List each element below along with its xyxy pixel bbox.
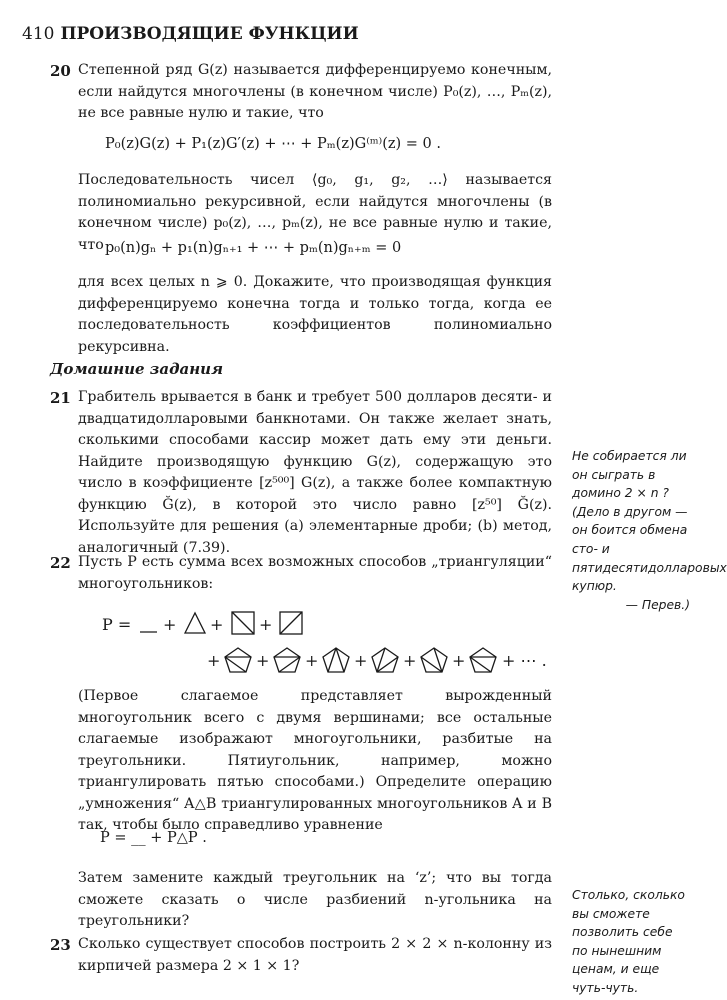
square-diagonal-1-icon — [232, 612, 254, 634]
problem-21-text: Грабитель врывается в банк и требует 500 долларов десяти- и двадцатидолларовыми банкнотами. Он также желает знать, сколькими способами кассир может дать ему эти деньги. Найдите производящую функцию G(z), содержащую это число в коэффициенте [z⁵⁰⁰] G(z), а также более компактную функцию Ğ(z), в которой это число равно [z⁵⁰] Ğ(z). Используйте для решения (a) элементарные дроби; (b) метод, аналогичный (7.39). — [78, 389, 552, 556]
problem-20-paragraph-1: Степенной ряд G(z) называется дифференцируемо конечным, если найдутся многочлены (в конечном числе) P₀(z), …, Pₘ(z), не все равные нулю и такие, что — [78, 62, 552, 121]
page-number: 410 — [22, 24, 55, 44]
problem-22-number: 22 — [50, 554, 71, 572]
problem-22-paragraph-2: (Первое слагаемое представляет вырожденный многоугольник всего с двумя вершинами; все остальные слагаемые изображают многоугольники, разбитые на треугольники. Пятиугольник, например, можно триангулировать пятью способами.) Определите операцию „умножения“ A△B триангулированных многоугольников A и B так, чтобы было справедливо уравнение — [78, 688, 552, 833]
pentagon-triangulation-1-icon — [225, 648, 251, 672]
plus-sign: + — [354, 651, 368, 670]
chapter-title: ПРОИЗВОДЯЩИЕ ФУНКЦИИ — [60, 24, 359, 44]
pentagon-triangulation-4-icon — [372, 648, 398, 672]
plus-sign: + — [259, 615, 273, 634]
figure-continuation: + ⋯ . — [502, 651, 547, 670]
plus-sign: + — [403, 651, 417, 670]
problem-20-number: 20 — [50, 62, 71, 80]
pentagon-triangulation-3-icon — [323, 648, 349, 672]
figure-lhs-label: P = — [102, 615, 132, 634]
pentagon-triangulation-2-icon — [274, 648, 300, 672]
problem-23-number: 23 — [50, 936, 71, 954]
plus-sign: + — [210, 615, 224, 634]
pentagon-triangulation-6-icon — [470, 648, 496, 672]
margin-note-signature: — Перев.) — [625, 597, 690, 612]
problem-23-text: Сколько существует способов построить 2 × 2 × n-колонну из кирпичей размера 2 × 1 × 1? — [78, 936, 552, 974]
problem-20-paragraph-3: для всех целых n ⩾ 0. Докажите, что производящая функция дифференцируемо конечна тогда и только тогда, когда ее последовательность коэффициентов полиномиально рекурсивна. — [78, 274, 552, 355]
square-diagonal-2-icon — [280, 612, 302, 634]
plus-sign: + — [207, 651, 221, 670]
plus-sign: + — [256, 651, 270, 670]
problem-20-equation-2: p₀(n)gₙ + p₁(n)gₙ₊₁ + ⋯ + pₘ(n)gₙ₊ₘ = 0 — [105, 240, 402, 256]
margin-note-answer-text: Столько, сколько вы сможете позволить себе по нынешним ценам, и еще чуть-чуть. — [572, 888, 685, 995]
problem-20-paragraph-2: Последовательность чисел ⟨g₀, g₁, g₂, …⟩ называется полиномиально рекурсивной, если найдутся многочлены (в конечном числе) p₀(z), …, pₘ(z), не все равные нулю и такие, что — [78, 172, 552, 253]
plus-sign: + — [305, 651, 319, 670]
problem-21-number: 21 — [50, 389, 71, 407]
plus-sign: + — [452, 651, 466, 670]
margin-note-answer — [572, 886, 690, 998]
pentagon-triangulation-5-icon — [421, 648, 447, 672]
margin-note-question: Не собирается ли он сыграть в домино 2 × n ? — [572, 449, 687, 501]
problem-20-equation-1: P₀(z)G(z) + P₁(z)G′(z) + ⋯ + Pₘ(z)G⁽ᵐ⁾(z) = 0 . — [105, 136, 441, 152]
problem-22-paragraph-3: Затем замените каждый треугольник на ‘z’; что вы тогда сможете сказать о числе разбиений n-угольника на треугольники? — [78, 870, 552, 929]
section-title: Домашние задания — [50, 360, 224, 378]
problem-22-paragraph-1: Пусть P есть сумма всех возможных способов „триангуляции“ многоугольников: — [78, 554, 552, 592]
margin-note-explanation: (Дело в другом — он боится обмена сто- и пятидесятидолларовых купюр. — [572, 504, 727, 594]
plus-sign: + — [163, 615, 177, 634]
triangle-icon — [185, 613, 205, 633]
problem-22-equation: P = __ + P△P . — [100, 830, 207, 846]
